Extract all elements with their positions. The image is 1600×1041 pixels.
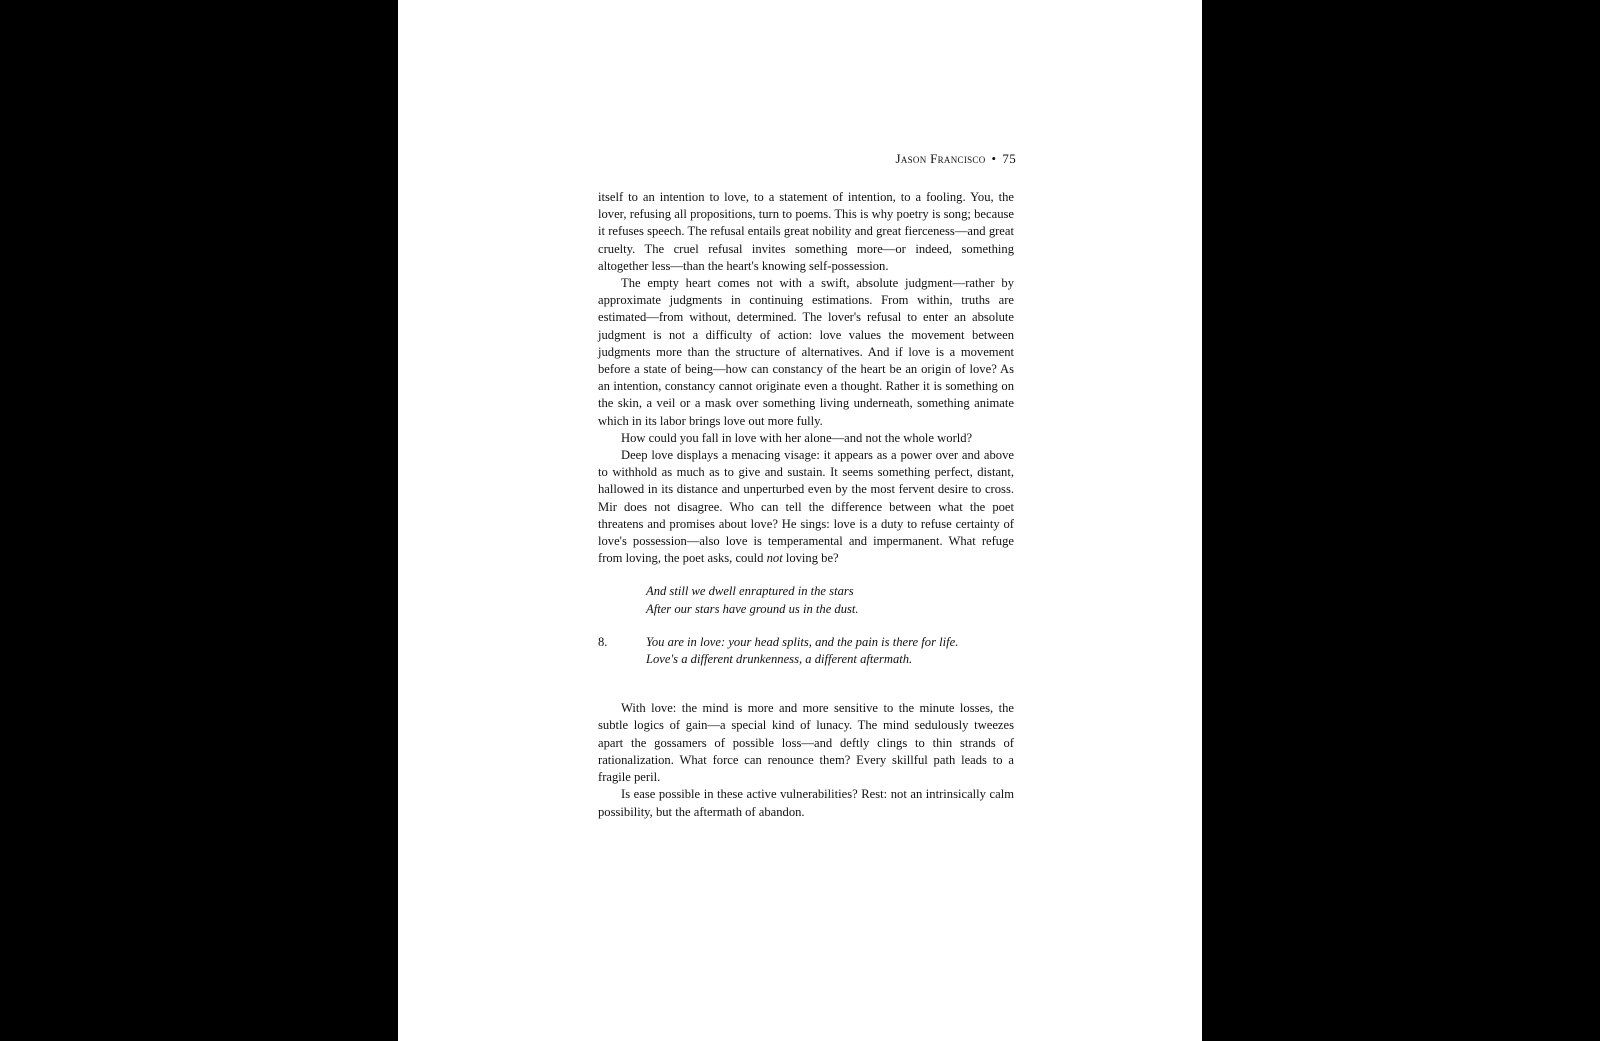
verse-line: Love's a different drunkenness, a different aftermath. (646, 652, 913, 667)
paragraph-deep-love (598, 447, 1014, 567)
paragraph: itself to an intention to love, to a statement of intention, to a fooling. You, the lover, refusing all propositions, turn to poems. This is why poetry is song; because it refuses speech. The refusal entails great nobility and great fierceness—and great cruelty. The cruel refusal invites something more—or indeed, something altogether less—than the heart's knowing self-possession. (598, 190, 1014, 273)
spacer (598, 684, 1014, 700)
paragraph: The empty heart comes not with a swift, absolute judgment—rather by approximate judgments in continuing estimations. From within, truths are estimated—from without, determined. The lover's refusal to enter an absolute judgment is not a difficulty of action: love values the movement between judgments more than the structure of alternatives. And if love is a movement before a state of being—how can constancy of the heart be an origin of love? As an intention, constancy cannot originate even a thought. Rather it is something on the skin, a veil or a mask over something living underneath, something animate which in its labor brings love out more fully. (598, 276, 1014, 428)
numbered-verse (598, 634, 1014, 668)
section-number: 8. (598, 634, 608, 649)
paragraph-text: Deep love displays a menacing visage: it appears as a power over and above to withhold as much as to give and sustain. It seems something perfect, distant, hallowed in its distance and unperturbed even by the most fervent desire to cross. Mir does not disagree. Who can tell the difference between what the poet threatens and promises about love? He sings: love is a duty to refuse certainty of love's possession—also love is temperamental and impermanent. What refuge from loving, the poet asks, could (598, 448, 1014, 566)
paragraph: How could you fall in love with her alone—and not the whole world? (621, 430, 973, 445)
header-separator: • (991, 151, 997, 166)
paragraph: With love: the mind is more and more sensitive to the minute losses, the subtle logics of gain—a special kind of lunacy. The mind sedulously tweezes apart the gossamers of possible loss—and deftly clings to thin strands of rationalization. What force can renounce them? Every skillful path leads to a fragile peril. (598, 701, 1014, 785)
paragraph-text: loving be? (782, 551, 839, 566)
verse-line: And still we dwell enraptured in the stars (646, 584, 854, 599)
document-page (398, 0, 1202, 1041)
page-number: 75 (1002, 151, 1016, 166)
body-text (598, 189, 1014, 821)
verse-line: After our stars have ground us in the dust. (646, 601, 859, 616)
running-header (895, 151, 1016, 167)
header-author: Jason Francisco (895, 151, 986, 166)
verse-line: You are in love: your head splits, and the pain is there for life. (646, 634, 959, 649)
verse-quote (598, 583, 1014, 617)
emphasis-text: not (766, 551, 783, 566)
paragraph: Is ease possible in these active vulnerabilities? Rest: not an intrinsically calm possibility, but the aftermath of abandon. (598, 787, 1014, 819)
